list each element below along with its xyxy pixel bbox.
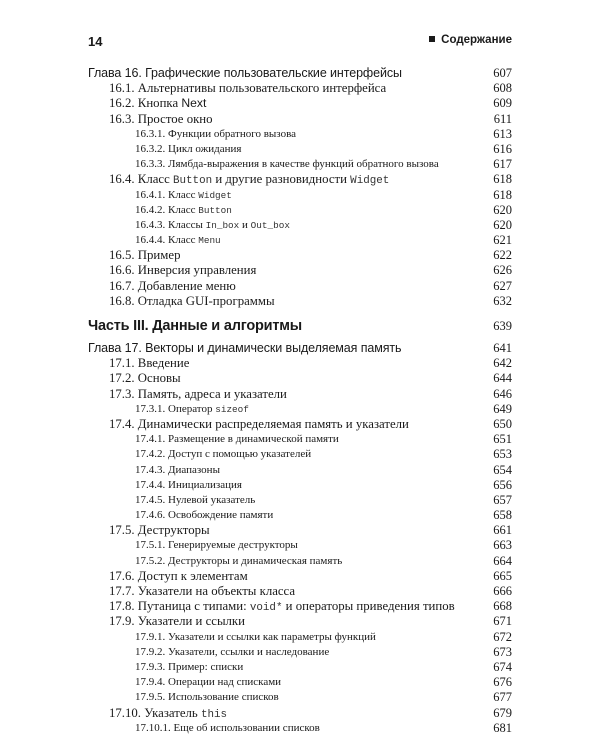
toc-entry-number: 16.3.2. — [135, 142, 166, 155]
code-term: this — [200, 708, 228, 721]
toc-entry-page: 658 — [493, 508, 512, 523]
toc-entry-title — [135, 203, 232, 218]
toc-entry-title: Часть III. Данные и алгоритмы — [88, 318, 302, 334]
toc-entry-number: 17.4.5. — [135, 493, 166, 506]
toc-entry-sub — [88, 432, 512, 447]
toc-entry-text: Функции обратного вызова — [168, 127, 297, 140]
code-term: Widget — [198, 189, 232, 201]
toc-entry-text: Нулевой указатель — [168, 493, 256, 506]
toc-entry-section — [88, 706, 512, 721]
toc-entry-page: 654 — [493, 462, 512, 477]
toc-entry-text: Указатель — [144, 705, 201, 720]
toc-entry-section — [88, 417, 512, 432]
toc-entry-page: 618 — [493, 187, 512, 202]
toc-entry-page: 650 — [493, 416, 512, 431]
toc-entry-number: 17.9.2. — [135, 645, 166, 658]
toc-entry-number: 16.8. — [109, 293, 135, 308]
toc-entry-number: 16.4.4. — [135, 234, 166, 247]
toc-entry-page: 681 — [493, 720, 512, 735]
toc-entry-page: 663 — [493, 538, 512, 553]
code-term: sizeof — [215, 403, 249, 415]
toc-entry-section — [88, 387, 512, 402]
toc-entry-page: 608 — [493, 81, 512, 96]
toc-entry-page: 617 — [493, 157, 512, 172]
toc-entry-number: 17.10. — [109, 705, 141, 720]
toc-entry-section — [88, 81, 512, 96]
toc-entry-sub — [88, 478, 512, 493]
toc-entry-number: 17.6. — [109, 568, 135, 583]
toc-entry-text: Еще об использовании списков — [173, 721, 320, 734]
toc-entry-page: 674 — [493, 659, 512, 674]
toc-entry-title — [135, 538, 298, 553]
toc-entry-number: 16.4.3. — [135, 218, 166, 231]
toc-entry-page: 616 — [493, 141, 512, 156]
toc-entry-title — [109, 614, 245, 629]
toc-entry-text: и другие разновидности — [212, 172, 351, 187]
toc-entry-text: и — [239, 218, 251, 231]
square-bullet-icon — [429, 36, 435, 42]
code-term: Button — [172, 175, 213, 188]
code-term: Button — [198, 204, 232, 216]
toc-entry-page: 646 — [493, 386, 512, 401]
toc-entry-title — [109, 387, 287, 402]
toc-entry-page: 661 — [493, 523, 512, 538]
toc-entry-page: 671 — [493, 614, 512, 629]
toc-entry-text: Основы — [137, 371, 181, 386]
toc-entry-sub — [88, 690, 512, 705]
toc-entry-page: 672 — [493, 629, 512, 644]
toc-entry-page: 676 — [493, 675, 512, 690]
toc-entry-number: 16.7. — [109, 278, 135, 293]
toc-entry-number: 17.4.1. — [135, 433, 166, 446]
toc-entry-page: 656 — [493, 477, 512, 492]
toc-entry-number: 16.3.3. — [135, 158, 166, 171]
toc-entry-text: Введение — [137, 356, 190, 371]
toc-entry-sub — [88, 188, 512, 203]
toc-entry-title — [135, 188, 232, 203]
toc-entry-page: 649 — [493, 401, 512, 416]
toc-entry-page: 607 — [493, 66, 512, 80]
toc-entry-title — [135, 478, 242, 493]
toc-entry-sub — [88, 157, 512, 172]
toc-entry-section — [88, 112, 512, 127]
toc-entry-number: 17.2. — [109, 371, 135, 386]
toc-entry-number: 16.6. — [109, 263, 135, 278]
toc-entry-page: 642 — [493, 356, 512, 371]
toc-entry-text: Использование списков — [168, 691, 279, 704]
toc-entry-text: Указатели, ссылки и наследование — [168, 645, 330, 658]
toc-entry-text: Динамически распределяемая память и указатели — [137, 416, 409, 431]
running-title-text: Содержание — [441, 34, 512, 46]
toc-entry-number: 17.9.4. — [135, 676, 166, 689]
toc-entry-sub — [88, 493, 512, 508]
toc-entry-text: Добавление меню — [137, 278, 236, 293]
toc-entry-title — [135, 645, 329, 660]
toc-entry-sub — [88, 538, 512, 553]
toc-entry-title — [135, 127, 296, 142]
toc-entry-section — [88, 172, 512, 187]
toc-entry-title — [135, 142, 241, 157]
toc-entry-number: 17.4.4. — [135, 478, 166, 491]
toc-entry-sub — [88, 630, 512, 645]
toc-entry-sub — [88, 660, 512, 675]
toc-entry-section — [88, 356, 512, 371]
toc-entry-sub — [88, 142, 512, 157]
toc-entry-page: 651 — [493, 432, 512, 447]
toc-entry-text: Операции над списками — [168, 676, 282, 689]
toc-entry-number: 16.2. — [109, 96, 135, 111]
toc-entry-text: Путаница с типами: — [137, 599, 250, 614]
toc-entry-title — [135, 447, 311, 462]
toc-entry-page: 622 — [493, 248, 512, 263]
toc-entry-title — [135, 554, 342, 569]
toc-entry-text: Пример: списки — [168, 660, 244, 673]
toc-entry-number: 17.3. — [109, 386, 135, 401]
toc-entry-section — [88, 96, 512, 111]
toc-entry-page: 639 — [493, 319, 512, 333]
toc-entry-text: Класс — [168, 203, 199, 216]
toc-entry-text: Лямбда-выражения в качестве функций обратного вызова — [168, 158, 439, 171]
toc-entry-section — [88, 263, 512, 278]
toc-entry-page: 626 — [493, 263, 512, 278]
toc-entry-title — [135, 432, 339, 447]
toc-entry-page: 632 — [493, 293, 512, 308]
toc-entry-title — [109, 417, 409, 432]
toc-entry-sub — [88, 218, 512, 233]
toc-entry-title — [109, 356, 189, 371]
toc-entry-title — [109, 112, 213, 127]
toc-entry-sub — [88, 554, 512, 569]
toc-entry-title — [135, 660, 243, 675]
toc-entry-page: 665 — [493, 568, 512, 583]
toc-entry-number: 16.1. — [109, 81, 135, 96]
toc-entry-page: 677 — [493, 690, 512, 705]
toc-entry-number: 17.3.1. — [135, 402, 166, 415]
toc-entry-text: Классы — [168, 218, 206, 231]
toc-entry-number: 16.4.2. — [135, 203, 166, 216]
toc-entry-number: 17.5. — [109, 523, 135, 538]
toc-entry-text: Размещение в динамической памяти — [168, 433, 339, 446]
toc-entry-title — [135, 157, 439, 172]
toc-entry-text: Указатели и ссылки — [137, 614, 246, 629]
toc-entry-sub — [88, 463, 512, 478]
toc-entry-text: Освобождение памяти — [168, 509, 274, 522]
toc-entry-chapter — [88, 341, 512, 356]
toc-entry-page: 673 — [493, 644, 512, 659]
toc-entry-text: Простое окно — [137, 111, 213, 126]
toc-entry-section — [88, 599, 512, 614]
toc-entry-title — [135, 218, 290, 233]
toc-entry-number: 17.4.3. — [135, 463, 166, 476]
toc-entry-number: 16.4.1. — [135, 188, 166, 201]
toc-entry-title — [135, 233, 221, 248]
toc-entry-text: Кнопка — [137, 96, 182, 111]
toc-entry-title: Глава 16. Графические пользовательские интерфейсы — [88, 66, 402, 80]
toc-entry-text: Цикл ожидания — [168, 142, 242, 155]
toc-entry-text: Пример — [137, 248, 181, 263]
toc-entry-text: Инициализация — [168, 478, 242, 491]
toc-entry-number: 17.9.3. — [135, 660, 166, 673]
toc-entry-page: 641 — [493, 341, 512, 355]
page-header — [88, 34, 512, 52]
toc-entry-section — [88, 294, 512, 309]
toc-entry-page: 679 — [493, 705, 512, 720]
toc-entry-title — [109, 81, 386, 96]
running-title — [429, 34, 512, 46]
toc-entry-text: Генерируемые деструкторы — [168, 539, 298, 552]
toc-entry-section — [88, 569, 512, 584]
toc-entry-page: 627 — [493, 278, 512, 293]
toc-entry-number: 17.9.1. — [135, 630, 166, 643]
toc-entry-title — [135, 690, 279, 705]
code-term: Widget — [350, 175, 390, 188]
code-term: In_box — [205, 219, 240, 231]
toc-entry-number: 16.3.1. — [135, 127, 166, 140]
toc-entry-text: Класс — [168, 188, 199, 201]
toc-entry-page: 609 — [493, 96, 512, 111]
toc-entry-text: Память, адреса и указатели — [137, 386, 287, 401]
toc-entry-number: 17.5.2. — [135, 554, 166, 567]
toc-entry-page: 611 — [493, 111, 512, 126]
toc-entry-number: 17.4. — [109, 416, 135, 431]
toc-entry-text: Деструкторы и динамическая память — [168, 554, 343, 567]
toc-entry-text: Деструкторы — [137, 523, 210, 538]
toc-entry-page: 621 — [493, 233, 512, 248]
toc-entry-section — [88, 523, 512, 538]
toc-entry-text: Доступ к элементам — [137, 568, 248, 583]
toc-entry-title — [135, 630, 376, 645]
toc-entry-sub — [88, 721, 512, 736]
toc-entry-section — [88, 584, 512, 599]
toc-entry-text: Класс — [137, 172, 173, 187]
page-number: 14 — [88, 34, 103, 49]
toc-entry-number: 17.7. — [109, 584, 135, 598]
toc-entry-page: 613 — [493, 126, 512, 141]
toc-entry-text: Класс — [168, 234, 199, 247]
toc-entry-text: Next — [181, 96, 207, 111]
toc-entry-text: Указатели на объекты класса — [137, 584, 296, 598]
toc-entry-sub — [88, 233, 512, 248]
toc-entry-title — [135, 463, 220, 478]
toc-entry-number: 16.5. — [109, 248, 135, 263]
toc-entry-section — [88, 371, 512, 386]
toc-entry-text: Диапазоны — [168, 463, 220, 476]
toc-entry-sub — [88, 127, 512, 142]
toc-entry-number: 17.5.1. — [135, 539, 166, 552]
table-of-contents — [88, 66, 512, 736]
toc-entry-number: 16.3. — [109, 111, 135, 126]
toc-entry-title — [135, 508, 273, 523]
toc-entry-number: 16.4. — [109, 172, 135, 187]
toc-entry-part — [88, 313, 512, 339]
toc-entry-text: Доступ с помощью указателей — [168, 448, 312, 461]
toc-entry-page: 618 — [493, 172, 512, 187]
toc-entry-number: 17.4.6. — [135, 509, 166, 522]
toc-entry-text: Оператор — [168, 402, 216, 415]
toc-entry-text: Альтернативы пользовательского интерфейса — [137, 81, 387, 96]
toc-entry-sub — [88, 203, 512, 218]
code-term: void* — [249, 602, 283, 615]
code-term: Menu — [198, 235, 221, 247]
toc-entry-page: 668 — [493, 599, 512, 614]
toc-entry-title — [109, 569, 248, 584]
toc-entry-text: Инверсия управления — [137, 263, 257, 278]
toc-entry-sub — [88, 447, 512, 462]
toc-entry-title — [109, 96, 206, 111]
toc-entry-title — [109, 584, 295, 599]
toc-entry-title — [109, 523, 210, 538]
toc-entry-text: Указатели и ссылки как параметры функций — [168, 630, 376, 643]
toc-entry-page: 653 — [493, 447, 512, 462]
toc-entry-title — [135, 402, 249, 417]
toc-entry-sub — [88, 402, 512, 417]
toc-entry-page: 666 — [493, 584, 512, 598]
toc-entry-title — [135, 675, 281, 690]
toc-entry-page: 620 — [493, 217, 512, 232]
toc-entry-section — [88, 614, 512, 629]
toc-entry-title — [109, 294, 275, 309]
toc-entry-section — [88, 248, 512, 263]
toc-entry-page: 664 — [493, 553, 512, 568]
toc-entry-sub — [88, 675, 512, 690]
toc-entry-number: 17.9.5. — [135, 691, 166, 704]
toc-entry-page: 644 — [493, 371, 512, 386]
toc-entry-text: Отладка GUI-программы — [137, 293, 275, 308]
toc-entry-text: и операторы приведения типов — [282, 599, 455, 614]
toc-entry-number: 17.8. — [109, 599, 135, 614]
toc-entry-title — [109, 279, 236, 294]
toc-entry-number: 17.1. — [109, 356, 135, 371]
toc-entry-sub — [88, 508, 512, 523]
toc-entry-page: 657 — [493, 492, 512, 507]
toc-entry-title: Глава 17. Векторы и динамически выделяемая память — [88, 341, 402, 355]
toc-entry-chapter — [88, 66, 512, 81]
code-term: Out_box — [250, 219, 290, 231]
toc-entry-number: 17.4.2. — [135, 448, 166, 461]
toc-entry-title — [109, 371, 181, 386]
toc-entry-sub — [88, 645, 512, 660]
toc-entry-page: 620 — [493, 202, 512, 217]
toc-entry-section — [88, 279, 512, 294]
toc-entry-number: 17.9. — [109, 614, 135, 629]
toc-entry-title — [135, 493, 255, 508]
toc-entry-title — [109, 263, 256, 278]
toc-entry-number: 17.10.1. — [135, 721, 171, 734]
toc-entry-title — [135, 721, 320, 736]
toc-entry-title — [109, 248, 180, 263]
